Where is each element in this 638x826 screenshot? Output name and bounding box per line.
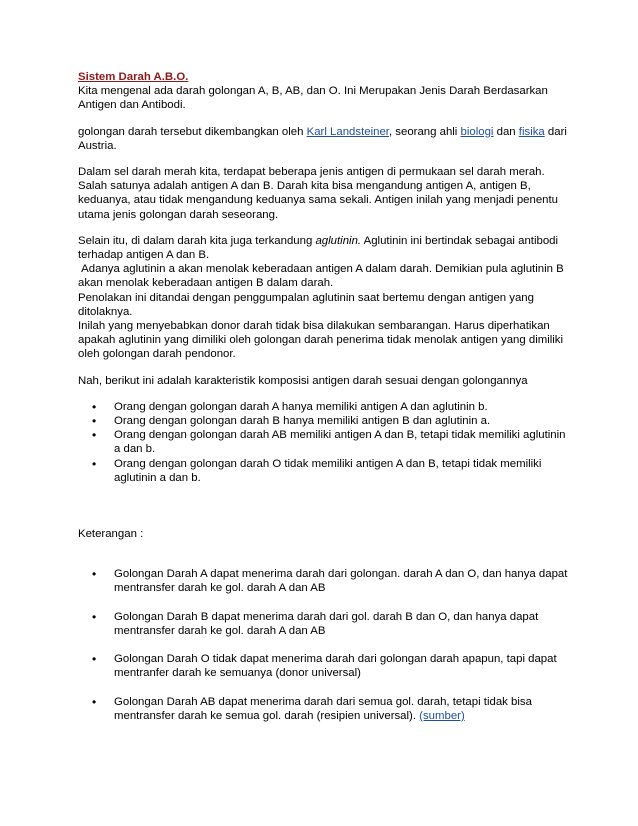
origin-paragraph	[78, 125, 568, 153]
keterangan-heading: Keterangan :	[78, 528, 144, 541]
intro-paragraph: Kita mengenal ada darah golongan A, B, AB, dan O. Ini Merupakan Jenis Darah Berdasarkan Antigen dan Antibodi.	[78, 85, 548, 112]
origin-text-before: golongan darah tersebut dikembangkan oleh	[78, 125, 307, 138]
list-item: • Orang dengan golongan darah O tidak memiliki antigen A dan B, tetapi tidak memiliki aglutinin a dan b.	[78, 457, 568, 485]
aglutinin-line-2: Adanya aglutinin a akan menolak keberadaan antigen A dalam darah. Demikian pula aglutinin B akan menolak keberadaan antigen B dalam darah.	[78, 263, 567, 290]
list-item-text: Golongan Darah AB dapat menerima darah dari semua gol. darah, tetapi tidak bisa mentransfer darah ke semua gol. darah (resipien universal).	[114, 695, 532, 722]
list-item: • Orang dengan golongan darah B hanya memiliki antigen B dan aglutinin a.	[78, 414, 568, 428]
antigen-paragraph: Dalam sel darah merah kita, terdapat beberapa jenis antigen di permukaan sel darah merah. Salah satunya adalah antigen A dan B. Darah kita bisa mengandung antigen A, antigen B, keduanya, atau tidak mengandung keduanya sama sekali. Antigen inilah yang menjadi penentu utama jenis golongan darah seseorang.	[78, 166, 559, 221]
transfusion-list	[78, 567, 568, 723]
origin-text-middle: , seorang ahli	[388, 125, 461, 138]
list-item: • Orang dengan golongan darah A hanya memiliki antigen A dan aglutinin b.	[78, 400, 568, 414]
antigen-composition-list	[78, 400, 568, 485]
list-item	[78, 695, 568, 723]
list-item: • Orang dengan golongan darah AB memiliki antigen A dan B, tetapi tidak memiliki aglutinin a dan b.	[78, 428, 568, 456]
document-page	[78, 70, 568, 737]
aglutinin-line-1-before: Selain itu, di dalam darah kita juga terkandung	[78, 234, 316, 247]
composition-intro: Nah, berikut ini adalah karakteristik komposisi antigen darah sesuai dengan golongannya	[78, 374, 528, 387]
sumber-link[interactable]: (sumber)	[419, 709, 465, 722]
document-title: Sistem Darah A.B.O.	[78, 71, 189, 83]
list-item: • Golongan Darah B dapat menerima darah dari gol. darah B dan O, dan hanya dapat mentransfer darah ke gol. darah A dan AB	[78, 610, 568, 638]
origin-text-after: dari Austria.	[78, 125, 567, 152]
aglutinin-line-3: Penolakan ini ditandai dengan penggumpalan aglutinin saat bertemu dengan antigen yang ditolaknya.	[78, 291, 534, 318]
aglutinin-line-1-after: Aglutinin ini bertindak sebagai antibodi terhadap antigen A dan B.	[78, 234, 559, 262]
aglutinin-line-1	[78, 234, 568, 262]
aglutinin-line-4: Inilah yang menyebabkan donor darah tidak bisa dilakukan sembarangan. Harus diperhatikan apakah aglutinin yang dimiliki oleh golongan darah penerima tidak menolak antigen yang dimiliki oleh golongan darah pendonor.	[78, 320, 564, 361]
list-item: • Golongan Darah A dapat menerima darah dari golongan. darah A dan O, dan hanya dapat mentransfer darah ke gol. darah A dan AB	[78, 567, 568, 595]
aglutinin-term: aglutinin.	[315, 234, 362, 247]
origin-text-and: dan	[493, 125, 519, 138]
karl-landsteiner-link[interactable]: Karl Landsteiner	[306, 125, 389, 138]
aglutinin-paragraph	[78, 234, 568, 362]
list-item: • Golongan Darah O tidak dapat menerima darah dari golongan darah apapun, tapi dapat mentranfer darah ke semuanya (donor universal)	[78, 652, 568, 680]
fisika-link[interactable]: fisika	[518, 125, 545, 138]
biologi-link[interactable]: biologi	[460, 125, 494, 138]
